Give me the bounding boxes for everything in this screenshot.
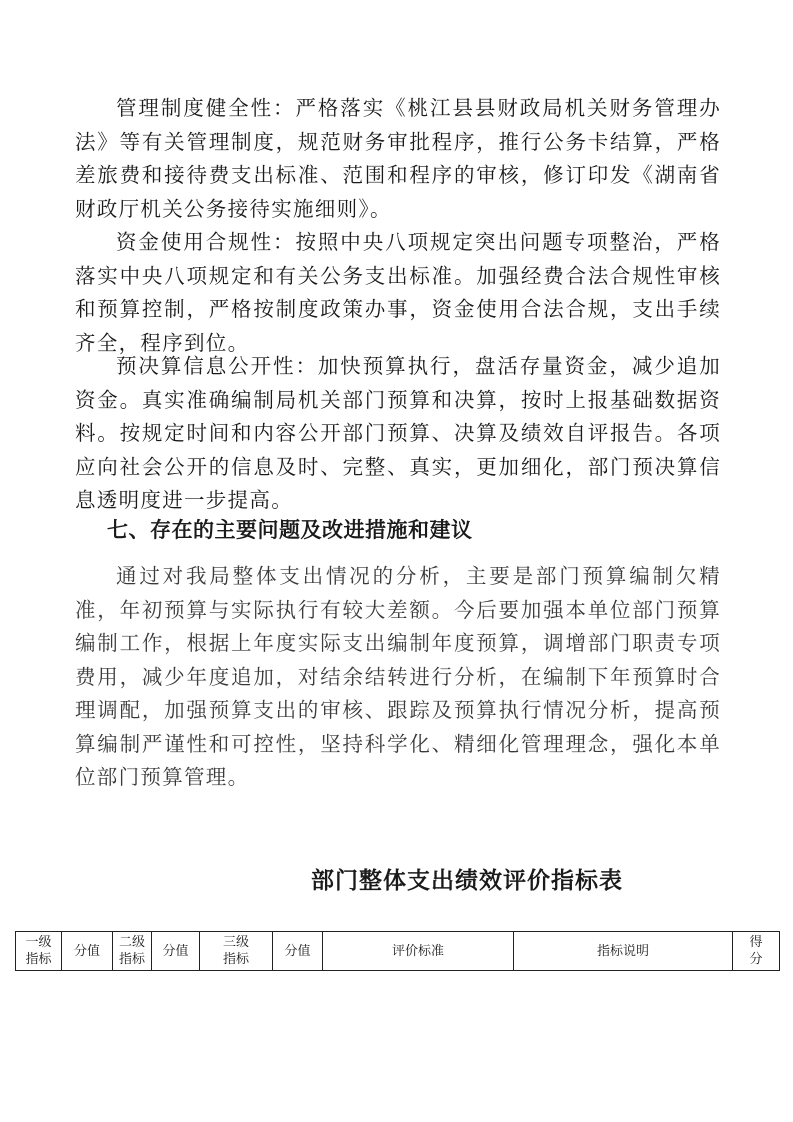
header-level3-indicator: 三级 指标: [200, 932, 273, 971]
header-indicator-description: 指标说明: [514, 932, 733, 971]
header-score-result: 得 分: [733, 932, 780, 971]
indicator-table: [15, 931, 780, 971]
section-heading-problems: 七、存在的主要问题及改进措施和建议: [107, 518, 473, 542]
paragraph-management-system: 管理制度健全性：严格落实《桃江县县财政局机关财务管理办法》等有关管理制度，规范财务审批程序，推行公务卡结算，严格差旅费和接待费支出标准、范围和程序的审核，修订印发《湖南省财政厅机关公务接待实施细则》。: [75, 96, 721, 221]
paragraph-funds-compliance: 资金使用合规性：按照中央八项规定突出问题专项整治，严格落实中央八项规定和有关公务支出标准。加强经费合法合规性审核和预算控制，严格按制度政策办事，资金使用合法合规，支出手续齐全，程序到位。: [75, 230, 721, 355]
header-level1-indicator: 一级 指标: [16, 932, 62, 971]
table-title: 部门整体支出绩效评价指标表: [311, 868, 623, 894]
header-score-2: 分值: [152, 932, 200, 971]
header-evaluation-criteria: 评价标准: [323, 932, 514, 971]
table-header-row: [16, 932, 780, 971]
header-score-1: 分值: [62, 932, 113, 971]
header-level2-indicator: 二级 指标: [113, 932, 152, 971]
paragraph-problems-measures: 通过对我局整体支出情况的分析，主要是部门预算编制欠精准，年初预算与实际执行有较大差额。今后要加强本单位部门预算编制工作，根据上年度实际支出编制年度预算，调增部门职责专项费用，减少年度追加，对结余结转进行分析，在编制下年预算时合理调配，加强预算支出的审核、跟踪及预算执行情况分析，提高预算编制严谨性和可控性，坚持科学化、精细化管理理念，强化本单位部门预算管理。: [75, 564, 721, 789]
paragraph-budget-disclosure: 预决算信息公开性：加快预算执行，盘活存量资金，减少追加资金。真实准确编制局机关部门预算和决算，按时上报基础数据资料。按规定时间和内容公开部门预算、决算及绩效自评报告。各项应向社会公开的信息及时、完整、真实，更加细化，部门预决算信息透明度进一步提高。: [75, 354, 721, 512]
header-score-3: 分值: [273, 932, 323, 971]
